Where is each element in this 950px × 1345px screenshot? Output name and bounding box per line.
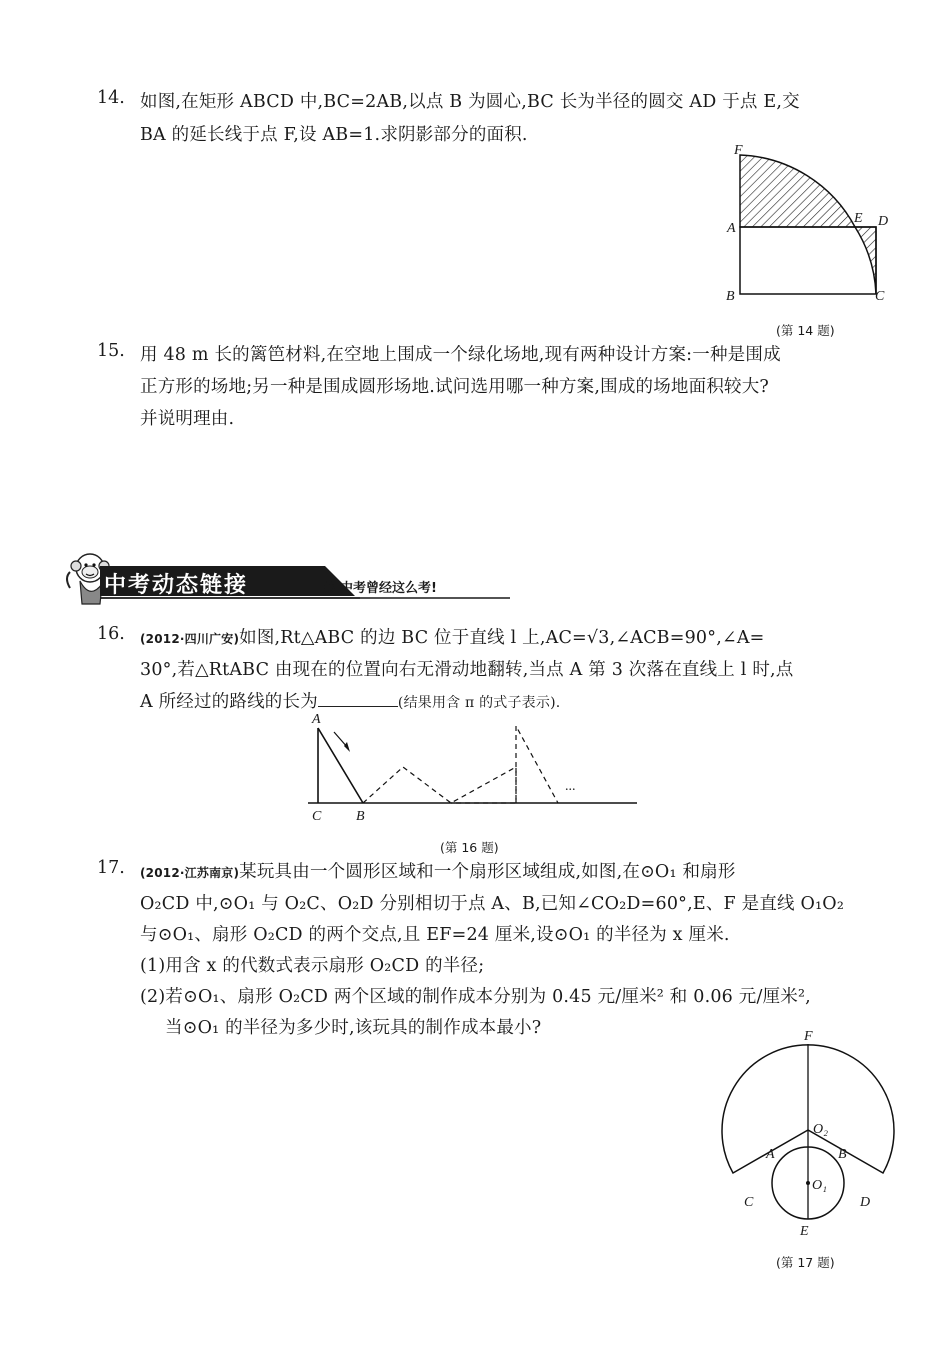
q15-text-line2: 正方形的场地;另一种是围成圆形场地.试问选用哪一种方案,围成的场地面积较大? [140,377,770,397]
q16-answer-blank[interactable] [318,692,398,707]
q14-figure [720,140,900,315]
q14-label-A: A [727,221,736,236]
q16-label-A: A [312,712,321,727]
q17-part2-line1: (2)若⊙O₁、扇形 O₂CD 两个区域的制作成本分别为 0.45 元/厘米² 和 0.06 元/厘米², [140,987,811,1007]
q15-text-line1: 用 48 m 长的篱笆材料,在空地上围成一个绿化场地,现有两种设计方案:一种是围成 [140,345,781,365]
q17-label-B: B [838,1147,847,1162]
q14-label-B: B [726,289,735,304]
banner-title: 中考动态链接 [104,573,249,598]
q14-label-C: C [875,289,885,304]
q17-label-C: C [744,1195,754,1210]
q17-text-line1 [140,858,736,883]
q16-label-B: B [356,809,365,824]
q16-line3-pre: A 所经过的路线的长为 [140,692,318,712]
q16-number: 16. [97,624,125,644]
section-banner [60,548,510,608]
q17-part1: (1)用含 x 的代数式表示扇形 O₂CD 的半径; [140,956,485,976]
q17-label-D: D [860,1195,871,1210]
q17-label-O2: O₂ [813,1122,828,1137]
q17-line1-rest: 某玩具由一个圆形区域和一个扇形区域组成,如图,在⊙O₁ 和扇形 [239,862,736,882]
q17-text-line3: 与⊙O₁、扇形 O₂CD 的两个交点,且 EF=24 厘米,设⊙O₁ 的半径为 x 厘米. [140,925,730,945]
q16-figure [300,710,645,830]
q16-text-line1 [140,624,765,649]
q14-label-F: F [734,143,743,158]
q17-source: (2012·江苏南京) [140,866,240,880]
q15-number: 15. [97,341,125,361]
banner-subtitle: 瞧,中考曾经这么考! [322,581,437,596]
q14-caption: (第 14 题) [776,323,835,338]
q17-part2-line2: 当⊙O₁ 的半径为多少时,该玩具的制作成本最小? [165,1018,542,1038]
q14-rectangle [740,227,876,294]
q14-text-line1: 如图,在矩形 ABCD 中,BC=2AB,以点 B 为圆心,BC 长为半径的圆交 AD 于点 E,交 [140,92,800,112]
q17-caption: (第 17 题) [776,1255,835,1270]
q14-shaded-region-right [855,227,876,294]
q14-label-D: D [878,214,889,229]
q16-caption: (第 16 题) [440,840,499,855]
q16-line1-rest: 如图,Rt△ABC 的边 BC 位于直线 l 上,AC=√3,∠ACB=90°,∠A= [239,628,765,648]
q16-label-dots: ... [565,779,576,794]
q16-text-line2: 30°,若△RtABC 由现在的位置向右无滑动地翻转,当点 A 第 3 次落在直线上 l 时,点 [140,660,794,680]
q14-number: 14. [97,88,125,108]
q17-label-E: E [800,1224,809,1239]
q16-line3-post: (结果用含 π 的式子表示). [397,695,561,711]
q17-label-F: F [804,1030,813,1044]
q16-source: (2012·四川广安) [140,632,240,646]
q15-text-line3: 并说明理由. [140,409,235,429]
q17-label-O1: O₁ [812,1178,827,1193]
q17-number: 17. [97,858,125,878]
q17-label-A: A [766,1147,775,1162]
q14-label-E: E [854,211,863,226]
q17-figure [720,1030,910,1250]
q17-text-line2: O₂CD 中,⊙O₁ 与 O₂C、O₂D 分别相切于点 A、B,已知∠CO₂D=60°,E、F 是直线 O₁O₂ [140,894,845,914]
q14-text-line2: BA 的延长线于点 F,设 AB=1.求阴影部分的面积. [140,125,528,145]
q14-shaded-region-top [740,155,855,227]
q16-label-C: C [312,809,322,824]
